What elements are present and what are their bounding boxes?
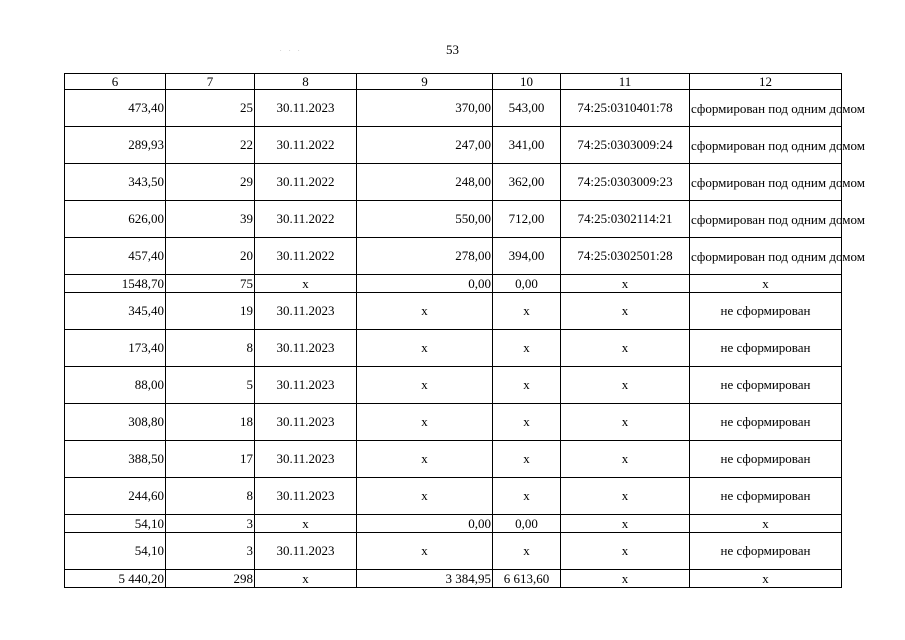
column-header: 11: [561, 74, 690, 90]
table-row: [65, 90, 842, 127]
date-cell: 30.11.2023: [255, 367, 357, 404]
table-row: [65, 164, 842, 201]
count-cell: 5: [166, 367, 255, 404]
cadastral-number-cell: 74:25:0310401:78: [561, 90, 690, 127]
value-cell: х: [357, 367, 493, 404]
area-cell: 308,80: [65, 404, 166, 441]
value-cell: х: [493, 404, 561, 441]
value-cell: х: [493, 330, 561, 367]
area-cell: 5 440,20: [65, 570, 166, 588]
value-cell: 341,00: [493, 127, 561, 164]
table-row: [65, 201, 842, 238]
table-row: [65, 367, 842, 404]
area-cell: 343,50: [65, 164, 166, 201]
area-cell: 54,10: [65, 533, 166, 570]
status-cell: х: [690, 515, 842, 533]
status-cell: не сформирован: [690, 330, 842, 367]
status-cell: не сформирован: [690, 441, 842, 478]
status-cell: сформирован под одним домом: [690, 164, 842, 201]
page-number: 53: [446, 42, 459, 57]
value-cell: 370,00: [357, 90, 493, 127]
date-cell: х: [255, 275, 357, 293]
cadastral-number-cell: х: [561, 570, 690, 588]
value-cell: 0,00: [357, 275, 493, 293]
column-header: 10: [493, 74, 561, 90]
header-row: [65, 74, 842, 90]
area-cell: 244,60: [65, 478, 166, 515]
value-cell: 543,00: [493, 90, 561, 127]
count-cell: 17: [166, 441, 255, 478]
table-row: [65, 404, 842, 441]
count-cell: 25: [166, 90, 255, 127]
status-cell: сформирован под одним домом: [690, 127, 842, 164]
status-cell: сформирован под одним домом: [690, 201, 842, 238]
value-cell: х: [493, 533, 561, 570]
table-row: [65, 533, 842, 570]
table-row: [65, 330, 842, 367]
area-cell: 289,93: [65, 127, 166, 164]
table-row: [65, 293, 842, 330]
count-cell: 8: [166, 478, 255, 515]
date-cell: 30.11.2022: [255, 238, 357, 275]
value-cell: х: [357, 404, 493, 441]
date-cell: 30.11.2023: [255, 330, 357, 367]
count-cell: 75: [166, 275, 255, 293]
status-cell: сформирован под одним домом: [690, 238, 842, 275]
cadastral-number-cell: х: [561, 441, 690, 478]
value-cell: 278,00: [357, 238, 493, 275]
status-cell: не сформирован: [690, 404, 842, 441]
faint-dots: . . .: [280, 47, 303, 53]
status-cell: сформирован под одним домом: [690, 90, 842, 127]
value-cell: 247,00: [357, 127, 493, 164]
table-row: [65, 127, 842, 164]
value-cell: 3 384,95: [357, 570, 493, 588]
value-cell: х: [357, 330, 493, 367]
cadastral-number-cell: х: [561, 293, 690, 330]
value-cell: х: [357, 533, 493, 570]
count-cell: 39: [166, 201, 255, 238]
value-cell: 394,00: [493, 238, 561, 275]
cadastral-number-cell: х: [561, 275, 690, 293]
value-cell: х: [493, 478, 561, 515]
table-row: [65, 478, 842, 515]
column-header: 9: [357, 74, 493, 90]
date-cell: х: [255, 515, 357, 533]
cadastral-number-cell: х: [561, 330, 690, 367]
status-cell: не сформирован: [690, 533, 842, 570]
date-cell: 30.11.2022: [255, 201, 357, 238]
column-header: 12: [690, 74, 842, 90]
date-cell: 30.11.2023: [255, 293, 357, 330]
date-cell: 30.11.2023: [255, 441, 357, 478]
value-cell: 248,00: [357, 164, 493, 201]
date-cell: 30.11.2022: [255, 127, 357, 164]
count-cell: 22: [166, 127, 255, 164]
cadastral-number-cell: х: [561, 515, 690, 533]
status-cell: х: [690, 275, 842, 293]
value-cell: 550,00: [357, 201, 493, 238]
value-cell: 0,00: [493, 275, 561, 293]
count-cell: 18: [166, 404, 255, 441]
value-cell: х: [357, 478, 493, 515]
cadastral-number-cell: х: [561, 404, 690, 441]
date-cell: 30.11.2023: [255, 478, 357, 515]
cadastral-number-cell: х: [561, 533, 690, 570]
column-header: 6: [65, 74, 166, 90]
area-cell: 173,40: [65, 330, 166, 367]
area-cell: 1548,70: [65, 275, 166, 293]
count-cell: 3: [166, 515, 255, 533]
cadastral-number-cell: 74:25:0303009:23: [561, 164, 690, 201]
value-cell: 6 613,60: [493, 570, 561, 588]
value-cell: х: [493, 367, 561, 404]
total-row: [65, 570, 842, 588]
area-cell: 457,40: [65, 238, 166, 275]
area-cell: 345,40: [65, 293, 166, 330]
value-cell: 0,00: [357, 515, 493, 533]
cadastral-number-cell: х: [561, 478, 690, 515]
area-cell: 54,10: [65, 515, 166, 533]
cadastral-number-cell: 74:25:0302114:21: [561, 201, 690, 238]
status-cell: не сформирован: [690, 478, 842, 515]
date-cell: 30.11.2022: [255, 164, 357, 201]
count-cell: 298: [166, 570, 255, 588]
status-cell: х: [690, 570, 842, 588]
status-cell: не сформирован: [690, 367, 842, 404]
value-cell: 362,00: [493, 164, 561, 201]
date-cell: 30.11.2023: [255, 90, 357, 127]
data-table: [64, 73, 865, 588]
cadastral-number-cell: 74:25:0303009:24: [561, 127, 690, 164]
cadastral-number-cell: х: [561, 367, 690, 404]
date-cell: 30.11.2023: [255, 533, 357, 570]
value-cell: х: [493, 441, 561, 478]
count-cell: 29: [166, 164, 255, 201]
date-cell: х: [255, 570, 357, 588]
subtotal-row: [65, 515, 842, 533]
date-cell: 30.11.2023: [255, 404, 357, 441]
value-cell: х: [357, 441, 493, 478]
count-cell: 3: [166, 533, 255, 570]
column-header: 8: [255, 74, 357, 90]
status-cell: не сформирован: [690, 293, 842, 330]
count-cell: 8: [166, 330, 255, 367]
value-cell: 712,00: [493, 201, 561, 238]
area-cell: 88,00: [65, 367, 166, 404]
count-cell: 20: [166, 238, 255, 275]
area-cell: 473,40: [65, 90, 166, 127]
cadastral-number-cell: 74:25:0302501:28: [561, 238, 690, 275]
value-cell: х: [493, 293, 561, 330]
area-cell: 626,00: [65, 201, 166, 238]
value-cell: х: [357, 293, 493, 330]
subtotal-row: [65, 275, 842, 293]
value-cell: 0,00: [493, 515, 561, 533]
count-cell: 19: [166, 293, 255, 330]
table-row: [65, 441, 842, 478]
area-cell: 388,50: [65, 441, 166, 478]
column-header: 7: [166, 74, 255, 90]
table-row: [65, 238, 842, 275]
